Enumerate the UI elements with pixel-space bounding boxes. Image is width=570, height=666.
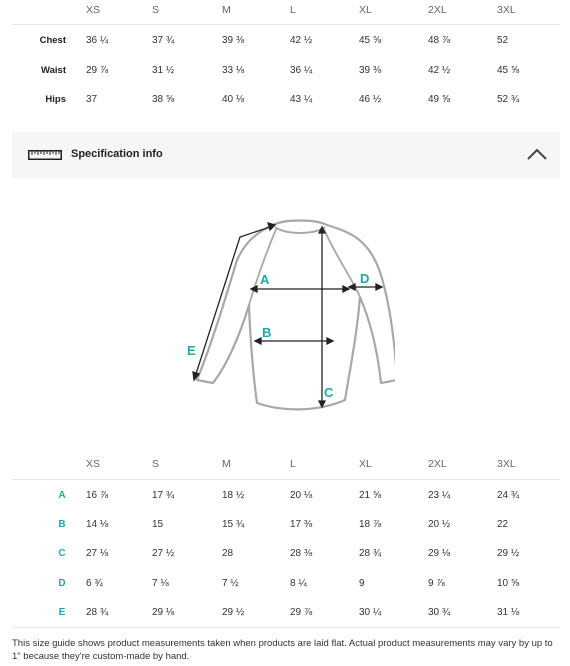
- table-cell: 36 ¼: [86, 35, 109, 46]
- size-header-m: M: [222, 458, 231, 470]
- specification-info-title: Specification info: [71, 148, 163, 160]
- table-cell: 27 ½: [152, 548, 175, 559]
- size-header-s: S: [152, 458, 160, 470]
- specification-info-toggle[interactable]: [12, 132, 560, 178]
- size-header-xl: XL: [359, 458, 372, 470]
- row-label-chest: Chest: [39, 35, 66, 46]
- size-header-3xl: 3XL: [497, 4, 516, 16]
- table-cell: 28: [222, 548, 234, 559]
- table-cell: 29 ½: [497, 548, 520, 559]
- table-cell: 43 ¼: [290, 94, 313, 105]
- table-cell: 6 ¾: [86, 578, 103, 589]
- table-cell: 30 ¾: [428, 607, 451, 618]
- size-header-2xl: 2XL: [428, 4, 447, 16]
- table-cell: 33 ⅛: [222, 65, 245, 76]
- table-cell: 42 ½: [428, 65, 451, 76]
- table-cell: 28 ⅜: [290, 548, 313, 559]
- table-cell: 29 ⅞: [86, 65, 109, 76]
- size-header-s: S: [152, 4, 160, 16]
- table-cell: 31 ½: [152, 65, 175, 76]
- table-cell: 8 ¼: [290, 578, 307, 589]
- row-label-d: D: [58, 578, 66, 589]
- table-cell: 45 ⅝: [497, 65, 520, 76]
- size-guide-disclaimer: This size guide shows product measurements taken when products are laid flat. Actual product measurements may vary by up to 1" because they're custom-made by hand.: [12, 638, 553, 662]
- table-cell: 15 ¾: [222, 519, 245, 530]
- shirt-outline: [197, 221, 395, 410]
- size-header-m: M: [222, 4, 231, 16]
- table-cell: 18 ½: [222, 490, 245, 501]
- table-cell: 52 ¾: [497, 94, 520, 105]
- size-header-3xl: 3XL: [497, 458, 516, 470]
- table-cell: 29 ⅛: [152, 607, 175, 618]
- row-label-b: B: [58, 519, 66, 530]
- divider: [12, 479, 560, 480]
- table-cell: 40 ⅛: [222, 94, 245, 105]
- shirt-measurement-diagram: [185, 205, 395, 415]
- diagram-label-d: D: [360, 271, 370, 286]
- size-header-l: L: [290, 4, 296, 16]
- row-label-a: A: [58, 490, 66, 501]
- table-cell: 28 ¾: [86, 607, 109, 618]
- size-header-l: L: [290, 458, 296, 470]
- table-cell: 29 ⅛: [428, 548, 451, 559]
- ruler-icon: [28, 150, 62, 160]
- table-cell: 31 ⅛: [497, 607, 520, 618]
- table-cell: 36 ¼: [290, 65, 313, 76]
- table-cell: 9: [359, 578, 365, 589]
- table-cell: 17 ⅜: [290, 519, 313, 530]
- table-cell: 24 ¾: [497, 490, 520, 501]
- table-cell: 23 ¼: [428, 490, 451, 501]
- table-cell: 28 ¾: [359, 548, 382, 559]
- table-cell: 39 ⅜: [359, 65, 382, 76]
- table-cell: 18 ⅞: [359, 519, 382, 530]
- divider: [12, 627, 560, 628]
- table-cell: 39 ⅜: [222, 35, 245, 46]
- size-header-xs: XS: [86, 458, 101, 470]
- table-cell: 9 ⅞: [428, 578, 445, 589]
- table-cell: 7 ½: [222, 578, 239, 589]
- table-cell: 20 ⅛: [290, 490, 313, 501]
- size-header-xl: XL: [359, 4, 372, 16]
- diagram-label-a: A: [260, 272, 270, 287]
- table-cell: 15: [152, 519, 164, 530]
- table-cell: 29 ½: [222, 607, 245, 618]
- chevron-up-icon[interactable]: [526, 147, 548, 161]
- table-cell: 10 ⅝: [497, 578, 520, 589]
- row-label-hips: Hips: [45, 94, 66, 105]
- table-cell: 7 ⅛: [152, 578, 169, 589]
- diagram-label-e: E: [187, 343, 196, 358]
- table-cell: 22: [497, 519, 509, 530]
- table-cell: 46 ½: [359, 94, 382, 105]
- table-cell: 38 ⅝: [152, 94, 175, 105]
- table-cell: 29 ⅞: [290, 607, 313, 618]
- table-cell: 48 ⅞: [428, 35, 451, 46]
- divider: [12, 24, 560, 25]
- table-cell: 45 ⅝: [359, 35, 382, 46]
- size-header-xs: XS: [86, 4, 101, 16]
- table-cell: 27 ⅛: [86, 548, 109, 559]
- table-cell: 17 ¾: [152, 490, 175, 501]
- table-cell: 37: [86, 94, 98, 105]
- table-cell: 37 ¾: [152, 35, 175, 46]
- table-cell: 42 ½: [290, 35, 313, 46]
- table-cell: 30 ¼: [359, 607, 382, 618]
- table-cell: 16 ⅞: [86, 490, 109, 501]
- row-label-waist: Waist: [41, 65, 66, 76]
- diagram-label-c: C: [324, 385, 334, 400]
- table-cell: 49 ⅝: [428, 94, 451, 105]
- size-header-2xl: 2XL: [428, 458, 447, 470]
- table-cell: 14 ⅛: [86, 519, 109, 530]
- row-label-e: E: [58, 607, 66, 618]
- table-cell: 20 ½: [428, 519, 451, 530]
- row-label-c: C: [58, 548, 66, 559]
- diagram-label-b: B: [262, 325, 272, 340]
- table-cell: 52: [497, 35, 509, 46]
- table-cell: 21 ⅝: [359, 490, 382, 501]
